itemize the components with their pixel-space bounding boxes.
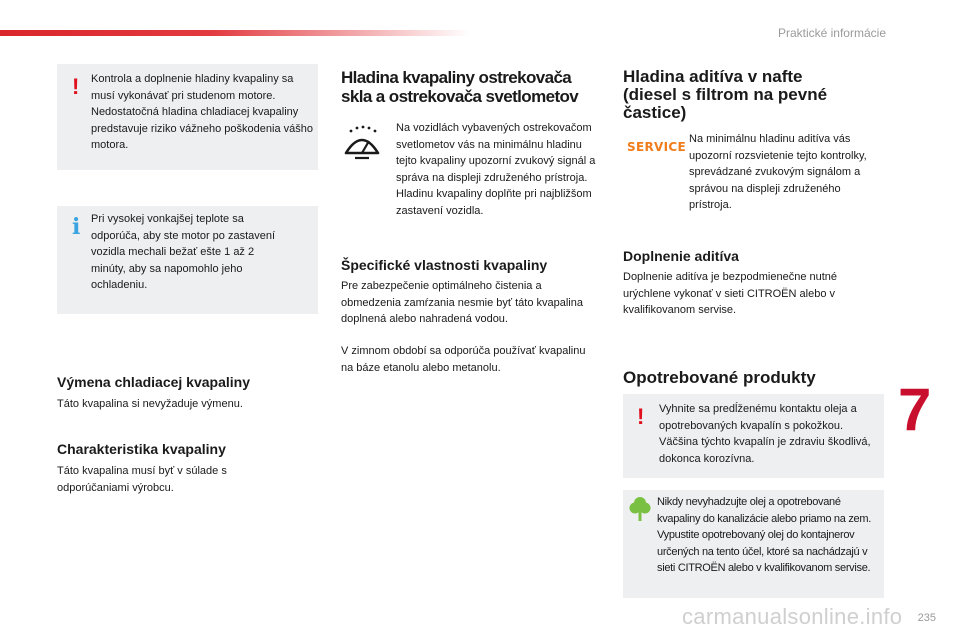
eco-text: Nikdy nevyhadzujte olej a opotrebované kvapaliny do kanalizácie alebo priamo na zem. Vypustite opotrebovaný olej do kontajnerov určených na tento účel, ktoré sa nachádzajú v sieti CITROËN alebo v kvalifikovanom servise.	[657, 496, 871, 574]
used-products-title: Opotrebované produkty	[623, 368, 816, 387]
warning-box	[57, 64, 318, 170]
characteristics-title: Charakteristika kvapaliny	[57, 441, 226, 457]
exclamation-icon: !	[72, 74, 80, 99]
info-box	[57, 206, 318, 314]
header-accent-bar	[0, 30, 470, 36]
characteristics-text: Táto kvapalina musí byť v súlade s odporúčaniami výrobcu.	[57, 465, 227, 494]
washer-fluid-title-line2: skla a ostrekovača svetlometov	[341, 87, 579, 106]
additive-refill-title: Doplnenie aditíva	[623, 248, 739, 264]
additive-title-line1: Hladina aditíva v nafte	[623, 67, 803, 86]
additive-refill-text: Doplnenie aditíva je bezpodmienečne nutné urýchlene vykonať v sieti CITROËN alebo v kvalifikovanom servise.	[623, 271, 838, 316]
info-icon: i	[72, 214, 81, 240]
additive-intro: Na minimálnu hladinu aditíva vás upozorní rozsvietenie tejto kontrolky, sprevádzané zvukovým signálom a správou na displeji združeného prístroja.	[689, 133, 867, 211]
exclamation-icon: !	[637, 404, 645, 429]
eco-box	[623, 490, 884, 598]
washer-fluid-intro: Na vozidlách vybavených ostrekovačom svetlometov vás na minimálnu hladinu tejto kvapaliny upozorní zvukový signál a správa na displeji združeného prístroja. Hladinu kvapaliny doplňte pri najbližšom zastavení vozidla.	[396, 122, 596, 217]
fluid-specs-title: Špecifické vlastnosti kvapaliny	[341, 257, 548, 273]
info-text: Pri vysokej vonkajšej teplote sa odporúča, aby ste motor po zastavení vozidla mechali bežať ešte 1 až 2 minúty, aby sa napomohlo jeho ochladeniu.	[91, 213, 276, 291]
chapter-number: 7	[898, 376, 932, 443]
section-title: Praktické informácie	[777, 26, 886, 40]
washer-fluid-title-line1: Hladina kvapaliny ostrekovača	[341, 68, 572, 87]
replacement-text: Táto kvapalina si nevyžaduje výmenu.	[57, 398, 243, 410]
additive-title-line2: (diesel s filtrom na pevné	[623, 85, 828, 104]
service-warning-icon: SERVICE	[627, 140, 686, 154]
page-number: 235	[917, 612, 936, 624]
replacement-title: Výmena chladiacej kvapaliny	[57, 374, 250, 390]
warning-text: Kontrola a doplnenie hladiny kvapaliny sa musí vykonávať pri studenom motore. Nedostatočná hladina chladiacej kvapaliny predstavuje riziko vážneho poškodenia vášho motora.	[91, 73, 313, 151]
used-products-warning-text: Vyhnite sa predĺženému kontaktu oleja a opotrebovaných kvapalín s pokožkou. Väčšina týchto kvapalín je zdraviu škodlivá, dokonca korozívna.	[659, 403, 871, 465]
watermark: carmanualsonline.info	[682, 604, 903, 629]
fluid-specs-text2: V zimnom období sa odporúča používať kvapalinu na báze etanolu alebo metanolu.	[341, 345, 586, 374]
used-products-warning-box	[623, 394, 884, 478]
tree-icon	[629, 496, 651, 522]
fluid-specs-text1: Pre zabezpečenie optimálneho čistenia a obmedzenia zamŕzania nesmie byť táto kvapalina doplnená alebo nahradená vodou.	[341, 280, 583, 325]
washer-fluid-icon	[341, 125, 383, 163]
additive-title-line3: častice)	[623, 103, 687, 122]
